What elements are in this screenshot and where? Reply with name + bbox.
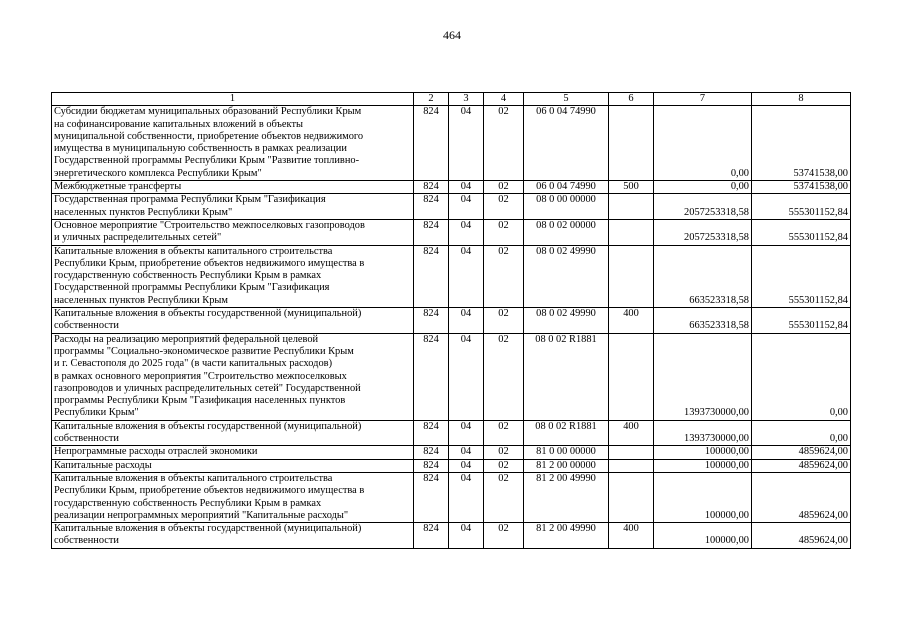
code-admin-cell: 824 xyxy=(414,446,449,459)
description-line: Республики Крым" xyxy=(54,407,139,419)
description-line: муниципальной собственности, приобретение объектов недвижимого xyxy=(54,130,364,142)
code-admin-cell: 824 xyxy=(414,459,449,472)
amount-year2-cell: 53741538,00 xyxy=(752,181,851,194)
target-article-cell: 81 2 00 49990 xyxy=(524,472,609,522)
header-row xyxy=(52,93,851,106)
code-admin-cell: 824 xyxy=(414,523,449,549)
subsection-cell: 02 xyxy=(484,245,524,307)
column-header-1: 1 xyxy=(52,93,414,106)
table-row xyxy=(52,523,851,549)
subsection-cell: 02 xyxy=(484,181,524,194)
table-row xyxy=(52,459,851,472)
code-admin-cell: 824 xyxy=(414,181,449,194)
column-header-2: 2 xyxy=(414,93,449,106)
amount-year1-cell: 1393730000,00 xyxy=(654,333,752,420)
column-header-6: 6 xyxy=(609,93,654,106)
description-line: Непрограммные расходы отраслей экономики xyxy=(54,446,258,458)
subsection-cell: 02 xyxy=(484,523,524,549)
description-cell xyxy=(52,420,414,446)
code-admin-cell: 824 xyxy=(414,420,449,446)
expense-type-cell xyxy=(609,194,654,220)
table-row xyxy=(52,308,851,334)
description-line: и уличных распределительных сетей" xyxy=(54,232,222,244)
section-cell: 04 xyxy=(449,194,484,220)
section-cell: 04 xyxy=(449,420,484,446)
page-number: 464 xyxy=(443,28,461,42)
subsection-cell: 02 xyxy=(484,446,524,459)
description-line: энергетического комплекса Республики Крым" xyxy=(54,167,262,179)
column-header-7: 7 xyxy=(654,93,752,106)
table-row xyxy=(52,420,851,446)
expense-type-cell xyxy=(609,106,654,181)
section-cell: 04 xyxy=(449,523,484,549)
description-line: Республики Крым, приобретение объектов недвижимого имущества в xyxy=(54,485,365,497)
description-line: Расходы на реализацию мероприятий федеральной целевой xyxy=(54,333,319,345)
target-article-cell: 08 0 02 R1881 xyxy=(524,420,609,446)
description-line: в рамках основного мероприятия "Строительство межпоселковых xyxy=(54,370,347,382)
amount-year2-cell: 555301152,84 xyxy=(752,308,851,334)
description-line: реализации непрограммных мероприятий "Капитальные расходы" xyxy=(54,509,349,521)
description-line: газопроводов и уличных распределительных сетей" Государственной xyxy=(54,382,361,394)
amount-year2-cell: 0,00 xyxy=(752,420,851,446)
description-line: Межбюджетные трансферты xyxy=(54,181,182,193)
subsection-cell: 02 xyxy=(484,219,524,245)
description-line: собственности xyxy=(54,433,119,445)
amount-year1-cell: 663523318,58 xyxy=(654,308,752,334)
description-line: собственности xyxy=(54,535,119,547)
subsection-cell: 02 xyxy=(484,459,524,472)
description-cell xyxy=(52,333,414,420)
code-admin-cell: 824 xyxy=(414,245,449,307)
description-line: на софинансирование капитальных вложений в объекты xyxy=(54,118,303,130)
description-line: государственную собственность Республики Крым в рамках xyxy=(54,270,322,282)
description-line: Государственная программа Республики Крым "Газификация xyxy=(54,194,326,206)
description-line: и г. Севастополя до 2025 года" (в части капитальных расходов) xyxy=(54,358,333,370)
description-line: населенных пунктов Республики Крым" xyxy=(54,206,233,218)
subsection-cell: 02 xyxy=(484,472,524,522)
subsection-cell: 02 xyxy=(484,420,524,446)
description-line: Субсидии бюджетам муниципальных образований Республики Крым xyxy=(54,106,362,118)
amount-year1-cell: 100000,00 xyxy=(654,459,752,472)
table-row xyxy=(52,106,851,181)
subsection-cell: 02 xyxy=(484,194,524,220)
section-cell: 04 xyxy=(449,459,484,472)
section-cell: 04 xyxy=(449,106,484,181)
section-cell: 04 xyxy=(449,333,484,420)
column-header-3: 3 xyxy=(449,93,484,106)
section-cell: 04 xyxy=(449,245,484,307)
description-cell xyxy=(52,219,414,245)
amount-year2-cell: 4859624,00 xyxy=(752,459,851,472)
description-line: Капитальные расходы xyxy=(54,459,152,471)
code-admin-cell: 824 xyxy=(414,219,449,245)
expense-type-cell: 400 xyxy=(609,308,654,334)
amount-year2-cell: 555301152,84 xyxy=(752,245,851,307)
description-line: Государственной программы Республики Крым "Развитие топливно- xyxy=(54,155,360,167)
amount-year2-cell: 4859624,00 xyxy=(752,472,851,522)
description-line: Капитальные вложения в объекты государственной (муниципальной) xyxy=(54,308,362,320)
column-header-4: 4 xyxy=(484,93,524,106)
table-row xyxy=(52,181,851,194)
table-body xyxy=(52,93,851,549)
subsection-cell: 02 xyxy=(484,106,524,181)
target-article-cell: 81 2 00 49990 xyxy=(524,523,609,549)
description-line: Республики Крым, приобретение объектов недвижимого имущества в xyxy=(54,257,365,269)
expense-type-cell xyxy=(609,446,654,459)
table-row xyxy=(52,245,851,307)
amount-year1-cell: 2057253318,58 xyxy=(654,194,752,220)
amount-year1-cell: 663523318,58 xyxy=(654,245,752,307)
target-article-cell: 08 0 00 00000 xyxy=(524,194,609,220)
table-row xyxy=(52,472,851,522)
code-admin-cell: 824 xyxy=(414,194,449,220)
description-cell xyxy=(52,181,414,194)
target-article-cell: 08 0 02 R1881 xyxy=(524,333,609,420)
code-admin-cell: 824 xyxy=(414,106,449,181)
target-article-cell: 06 0 04 74990 xyxy=(524,106,609,181)
description-cell xyxy=(52,459,414,472)
column-header-5: 5 xyxy=(524,93,609,106)
amount-year1-cell: 0,00 xyxy=(654,181,752,194)
target-article-cell: 08 0 02 00000 xyxy=(524,219,609,245)
amount-year2-cell: 53741538,00 xyxy=(752,106,851,181)
description-cell xyxy=(52,446,414,459)
table-row xyxy=(52,446,851,459)
amount-year2-cell: 0,00 xyxy=(752,333,851,420)
section-cell: 04 xyxy=(449,219,484,245)
description-line: государственную собственность Республики Крым в рамках xyxy=(54,497,322,509)
description-line: Государственной программы Республики Крым "Газификация xyxy=(54,282,330,294)
amount-year1-cell: 1393730000,00 xyxy=(654,420,752,446)
amount-year1-cell: 2057253318,58 xyxy=(654,219,752,245)
description-line: Капитальные вложения в объекты капитального строительства xyxy=(54,472,333,484)
description-line: имущества в муниципальную собственность в рамках реализации xyxy=(54,143,347,155)
description-line: собственности xyxy=(54,320,119,332)
target-article-cell: 81 2 00 00000 xyxy=(524,459,609,472)
description-cell xyxy=(52,523,414,549)
amount-year1-cell: 100000,00 xyxy=(654,523,752,549)
description-cell xyxy=(52,194,414,220)
target-article-cell: 08 0 02 49990 xyxy=(524,308,609,334)
section-cell: 04 xyxy=(449,181,484,194)
target-article-cell: 08 0 02 49990 xyxy=(524,245,609,307)
section-cell: 04 xyxy=(449,308,484,334)
amount-year2-cell: 4859624,00 xyxy=(752,446,851,459)
expense-type-cell xyxy=(609,333,654,420)
column-header-8: 8 xyxy=(752,93,851,106)
table-row xyxy=(52,333,851,420)
description-cell xyxy=(52,308,414,334)
amount-year2-cell: 4859624,00 xyxy=(752,523,851,549)
expense-type-cell xyxy=(609,245,654,307)
description-cell xyxy=(52,106,414,181)
expense-type-cell: 400 xyxy=(609,523,654,549)
expense-type-cell xyxy=(609,459,654,472)
subsection-cell: 02 xyxy=(484,308,524,334)
table-row xyxy=(52,219,851,245)
description-line: населенных пунктов Республики Крым xyxy=(54,294,228,306)
description-line: программы "Социально-экономическое развитие Республики Крым xyxy=(54,345,354,357)
expense-type-cell: 500 xyxy=(609,181,654,194)
expense-type-cell: 400 xyxy=(609,420,654,446)
description-cell xyxy=(52,245,414,307)
amount-year1-cell: 100000,00 xyxy=(654,446,752,459)
target-article-cell: 81 0 00 00000 xyxy=(524,446,609,459)
code-admin-cell: 824 xyxy=(414,472,449,522)
budget-table xyxy=(51,92,851,549)
description-line: Капитальные вложения в объекты капитального строительства xyxy=(54,245,333,257)
section-cell: 04 xyxy=(449,446,484,459)
code-admin-cell: 824 xyxy=(414,308,449,334)
description-line: программы Республики Крым "Газификация населенных пунктов xyxy=(54,395,346,407)
description-line: Капитальные вложения в объекты государственной (муниципальной) xyxy=(54,420,362,432)
amount-year1-cell: 0,00 xyxy=(654,106,752,181)
description-line: Капитальные вложения в объекты государственной (муниципальной) xyxy=(54,523,362,535)
amount-year1-cell: 100000,00 xyxy=(654,472,752,522)
amount-year2-cell: 555301152,84 xyxy=(752,194,851,220)
description-line: Основное мероприятие "Строительство межпоселковых газопроводов xyxy=(54,219,365,231)
table-row xyxy=(52,194,851,220)
section-cell: 04 xyxy=(449,472,484,522)
amount-year2-cell: 555301152,84 xyxy=(752,219,851,245)
expense-type-cell xyxy=(609,219,654,245)
subsection-cell: 02 xyxy=(484,333,524,420)
target-article-cell: 06 0 04 74990 xyxy=(524,181,609,194)
description-cell xyxy=(52,472,414,522)
expense-type-cell xyxy=(609,472,654,522)
code-admin-cell: 824 xyxy=(414,333,449,420)
